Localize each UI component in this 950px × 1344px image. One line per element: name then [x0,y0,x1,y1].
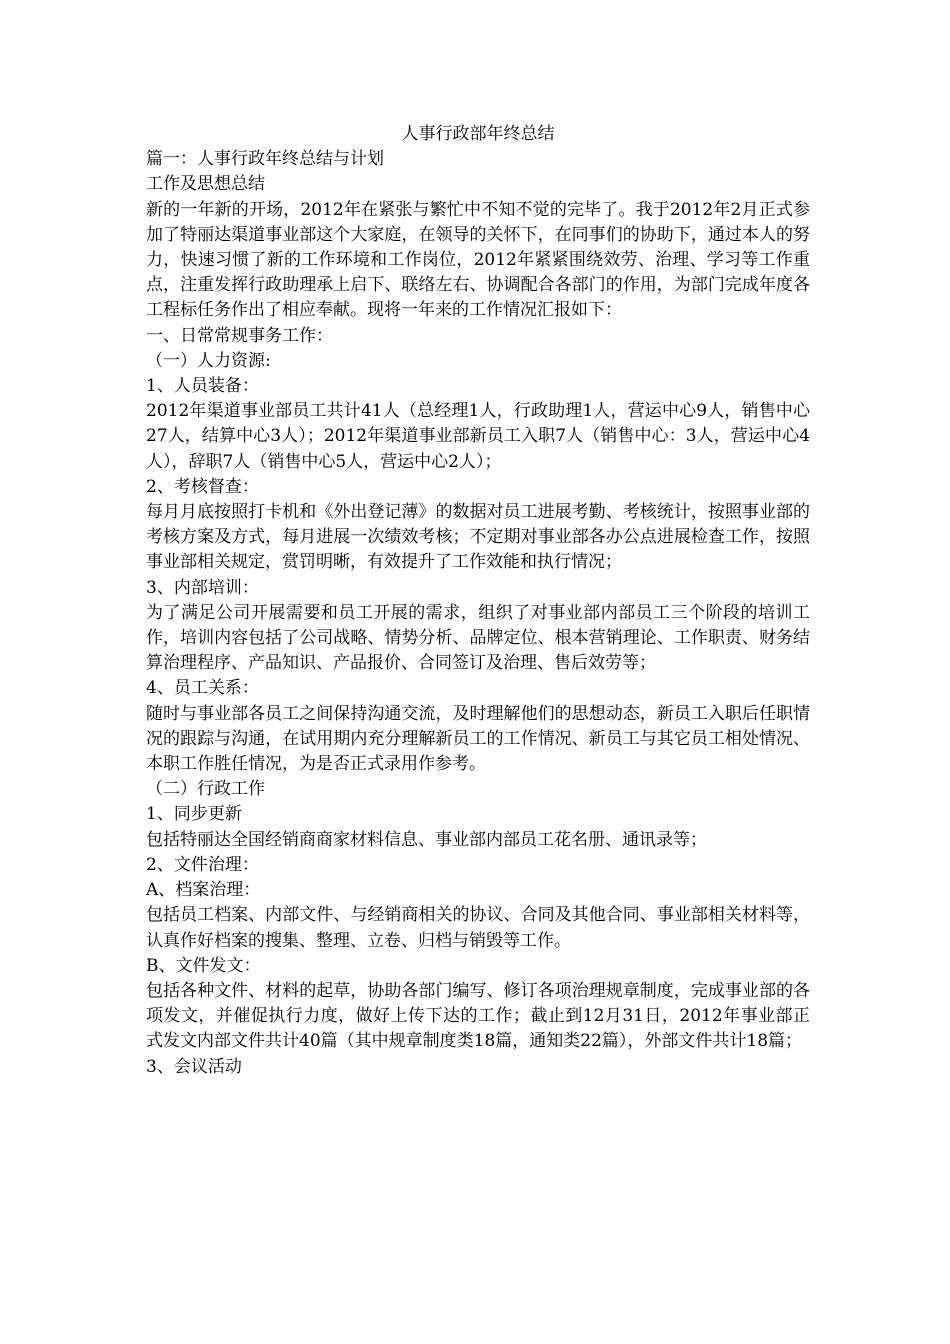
body-paragraph: 新的一年新的开场，2012年在紧张与繁忙中不知不觉的完毕了。我于2012年2月正式参加了特丽达渠道事业部这个大家庭，在领导的关怀下，在同事们的协助下，通过本人的努力，快速习惯了新的工作环境和工作岗位，2012年紧紧围绕效劳、治理、学习等工作重点，注重发挥行政助理承上启下、联络左右、协调配合各部门的作用，为部门完成年度各工程标任务作出了相应奉献。现将一年来的工作情况汇报如下： [146,199,810,321]
body-paragraph: 每月月底按照打卡机和《外出登记薄》的数据对员工进展考勤、考核统计，按照事业部的考核方案及方式，每月进展一次绩效考核；不定期对事业部各办公点进展检查工作，按照事业部相关规定，赏罚明晰，有效提升了工作效能和执行情况； [146,502,810,573]
body-paragraph: 2012年渠道事业部员工共计41人（总经理1人，行政助理1人，营运中心9人，销售中心27人，结算中心3人）；2012年渠道事业部新员工入职7人（销售中心：3人，营运中心4人），辞职7人（销售中心5人，营运中心2人）； [146,401,810,472]
section-heading: （一）人力资源: [146,350,271,371]
body-paragraph: 包括各种文件、材料的起草，协助各部门编写、修订各项治理规章制度，完成事业部的各项发文，并催促执行力度，做好上传下达的工作；截止到12月31日，2012年事业部正式发文内部文件共计40篇（其中规章制度类18篇，通知类22篇），外部文件共计18篇； [146,980,810,1052]
document-title: 人事行政部年终总结 [401,124,555,144]
section-heading: 篇一：人事行政年终总结与计划 [146,149,384,170]
item-heading: 1、同步更新 [146,804,242,825]
sub-item-heading: B、文件发文： [146,955,261,976]
item-heading: 2、文件治理： [146,854,259,875]
item-heading: 1、人员装备： [146,376,259,397]
section-heading: 工作及思想总结 [146,174,265,195]
item-heading: 3、会议活动 [146,1056,242,1077]
body-paragraph: 随时与事业部各员工之间保持沟通交流，及时理解他们的思想动态，新员工入职后任职情况的跟踪与沟通，在试用期内充分理解新员工的工作情况、新员工与其它员工相处情况、本职工作胜任情况，为是否正式录用作参考。 [146,703,810,775]
body-paragraph: 包括特丽达全国经销商商家材料信息、事业部内部员工花名册、通讯录等； [146,829,707,850]
item-heading: 2、考核督查： [146,476,259,497]
body-paragraph: 为了满足公司开展需要和员工开展的需求，组织了对事业部内部员工三个阶段的培训工作，培训内容包括了公司战略、情势分析、品牌定位、根本营销理论、工作职责、财务结算治理程序、产品知识、产品报价、合同签订及治理、售后效劳等； [146,602,810,674]
sub-item-heading: A、档案治理： [146,880,261,901]
item-heading: 4、员工关系： [146,678,259,699]
item-heading: 3、内部培训： [146,577,259,598]
section-heading: （二）行政工作 [146,779,265,800]
section-heading: 一、日常常规事务工作： [146,325,333,346]
body-paragraph: 包括员工档案、内部文件、与经销商相关的协议、合同及其他合同、事业部相关材料等，认真作好档案的搜集、整理、立卷、归档与销毁等工作。 [146,905,810,951]
document-body [146,122,810,1080]
